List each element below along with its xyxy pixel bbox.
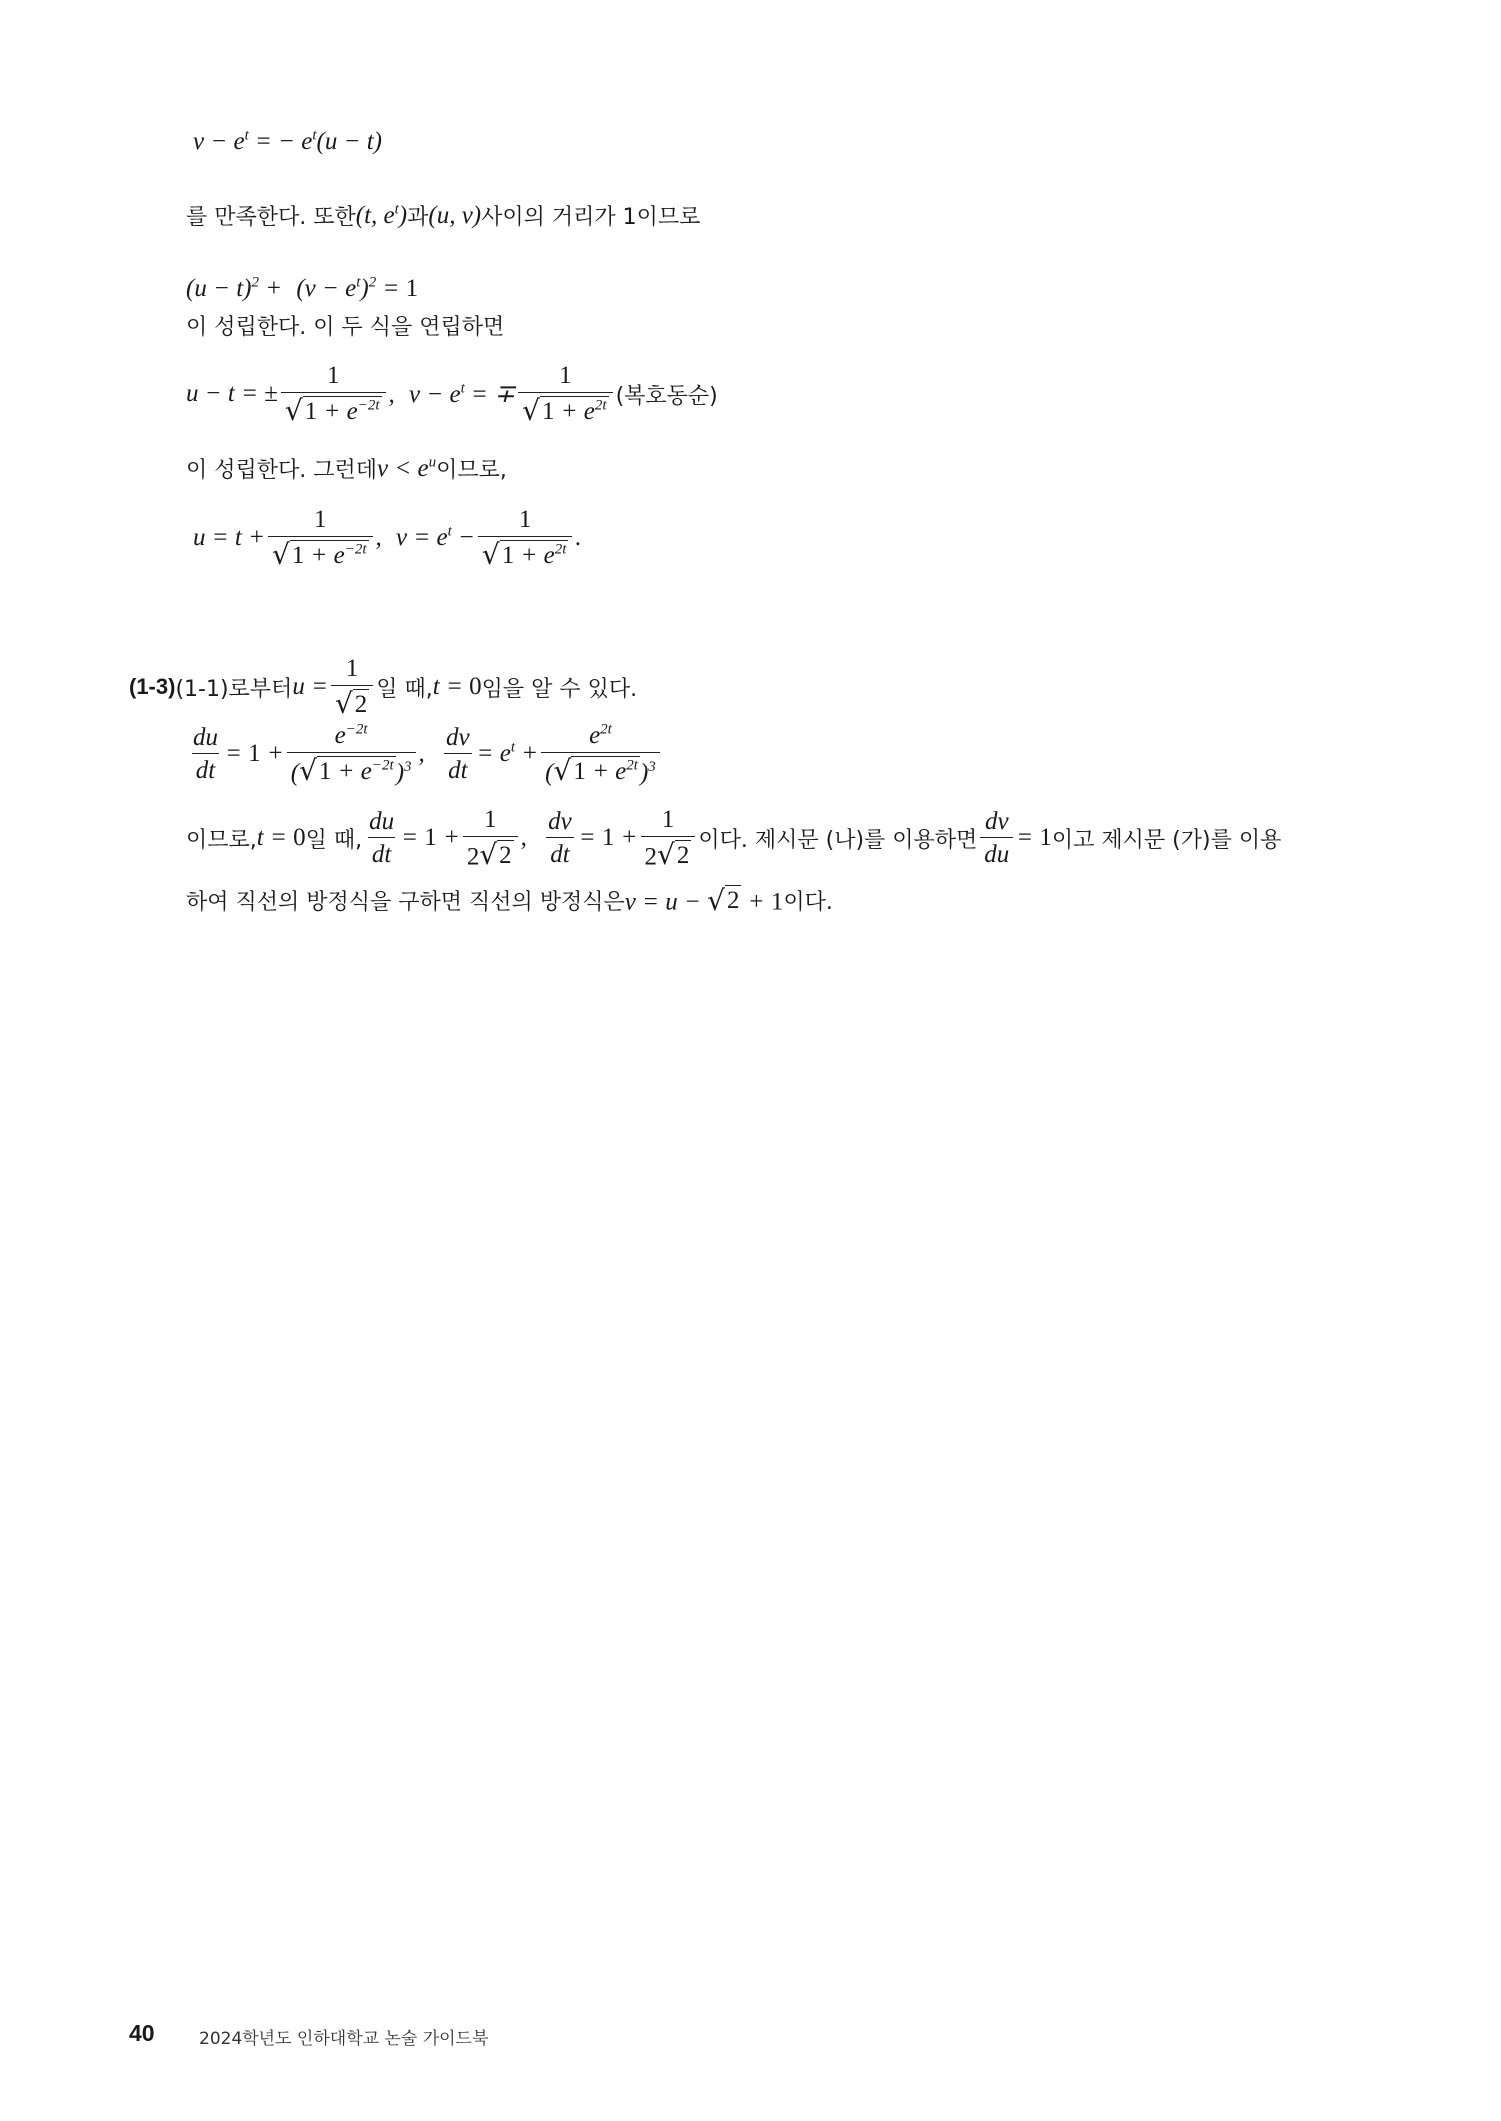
text-line-4 [186, 310, 504, 341]
text-segment: 임을 알 수 있다. [481, 676, 638, 702]
equation: u = [292, 673, 328, 701]
text-segment: 이다. [783, 890, 833, 916]
text-segment: 일 때, [305, 827, 363, 853]
fraction: $\frac{du}{dt}$ [369, 807, 395, 869]
text-line-2 [186, 200, 700, 231]
fraction: $\frac{dv}{dt}$ [446, 723, 470, 785]
text-segment: 이고 제시문 (가)를 이용 [1051, 827, 1282, 853]
text-segment: 를 만족한다. 또한 [186, 205, 356, 230]
fraction: 1 √ $1 + e^{2t}$ [478, 506, 572, 571]
text-segment: 이므로, [186, 827, 257, 853]
point-t-et: (t, $e^t$) [355, 201, 408, 229]
equation-line-7 [193, 506, 582, 571]
book-title: 2024학년도 인하대학교 논술 가이드북 [199, 2029, 489, 2049]
fraction: 1 √ $1 + e^{-2t}$ [281, 362, 386, 427]
text-line-6 [186, 453, 507, 484]
separator: , [520, 824, 534, 852]
fraction: 1 √ 2 [331, 655, 373, 720]
equation: $(u - t)^2 + (v - e^t)^2 = 1$ [186, 274, 419, 302]
equation: u = t + [193, 524, 265, 552]
text-segment: 이므로, [436, 458, 507, 483]
equation-line-3 [186, 275, 418, 303]
equation: $v - e^t$ = − $e^t(u - t)$ [193, 127, 382, 155]
section-label: (1-3) [129, 674, 176, 700]
equation: t = 0 [432, 673, 482, 701]
line-equation: v = u − √ 2 + 1 [624, 883, 784, 917]
fraction: $\frac{dv}{du}$ [980, 808, 1013, 869]
inequality: $v < e^u$ [377, 454, 437, 482]
equation: = 1 [1016, 824, 1052, 852]
page-number: 40 [129, 2020, 155, 2046]
text-segment: 이 성립한다. 그런데 [186, 458, 377, 483]
text-segment: (1-1)로부터 [175, 676, 293, 702]
equation: , $v - e^t$ = ∓ [388, 380, 516, 409]
equation: u − t = ± [186, 380, 278, 408]
equation-line-8 [186, 722, 663, 787]
text-segment: 이 성립한다. 이 두 식을 연립하면 [186, 315, 505, 340]
text-segment: 이다. 제시문 (나)를 이용하면 [698, 827, 978, 853]
period: . [575, 524, 582, 552]
equation-line-1 [193, 128, 382, 156]
point-u-v: (u, v) [428, 201, 482, 229]
fraction: $\frac{dv}{dt}$ [548, 807, 572, 869]
equation: = 1 + [225, 740, 284, 768]
equation: = 1 + [578, 824, 638, 852]
fraction: $\frac{du}{dt}$ [193, 723, 218, 785]
fraction: $e^{2t}$ ( √ $1 + e^{2t}$ )$^3$ [541, 722, 660, 787]
separator: , [418, 740, 432, 768]
equation: = 1 + [401, 824, 460, 852]
text-segment: 일 때, [376, 676, 433, 702]
note-text: (복호동순) [615, 383, 718, 409]
fraction: 1 √ $1 + e^{-2t}$ [268, 506, 373, 571]
equation: t = 0 [256, 824, 306, 852]
equation: = $e^t$ + [476, 739, 539, 768]
text-segment: 과 [407, 205, 429, 230]
text-line-9 [186, 806, 1281, 871]
fraction: $e^{-2t}$ ( √ $1 + e^{-2t}$ )$^3$ [287, 722, 416, 787]
text-segment: 사이의 거리가 1이므로 [481, 205, 701, 230]
equation: , $v = e^t$ − [375, 523, 475, 552]
text-line-10 [186, 885, 833, 917]
equation-line-5 [186, 362, 718, 427]
fraction: 1 √ $1 + e^{2t}$ [518, 362, 612, 427]
fraction: 1 2 √ 2 [463, 806, 518, 871]
section-1-3-line [129, 655, 637, 720]
fraction: 1 2 √ 2 [641, 806, 696, 871]
text-segment: 하여 직선의 방정식을 구하면 직선의 방정식은 [186, 890, 625, 916]
